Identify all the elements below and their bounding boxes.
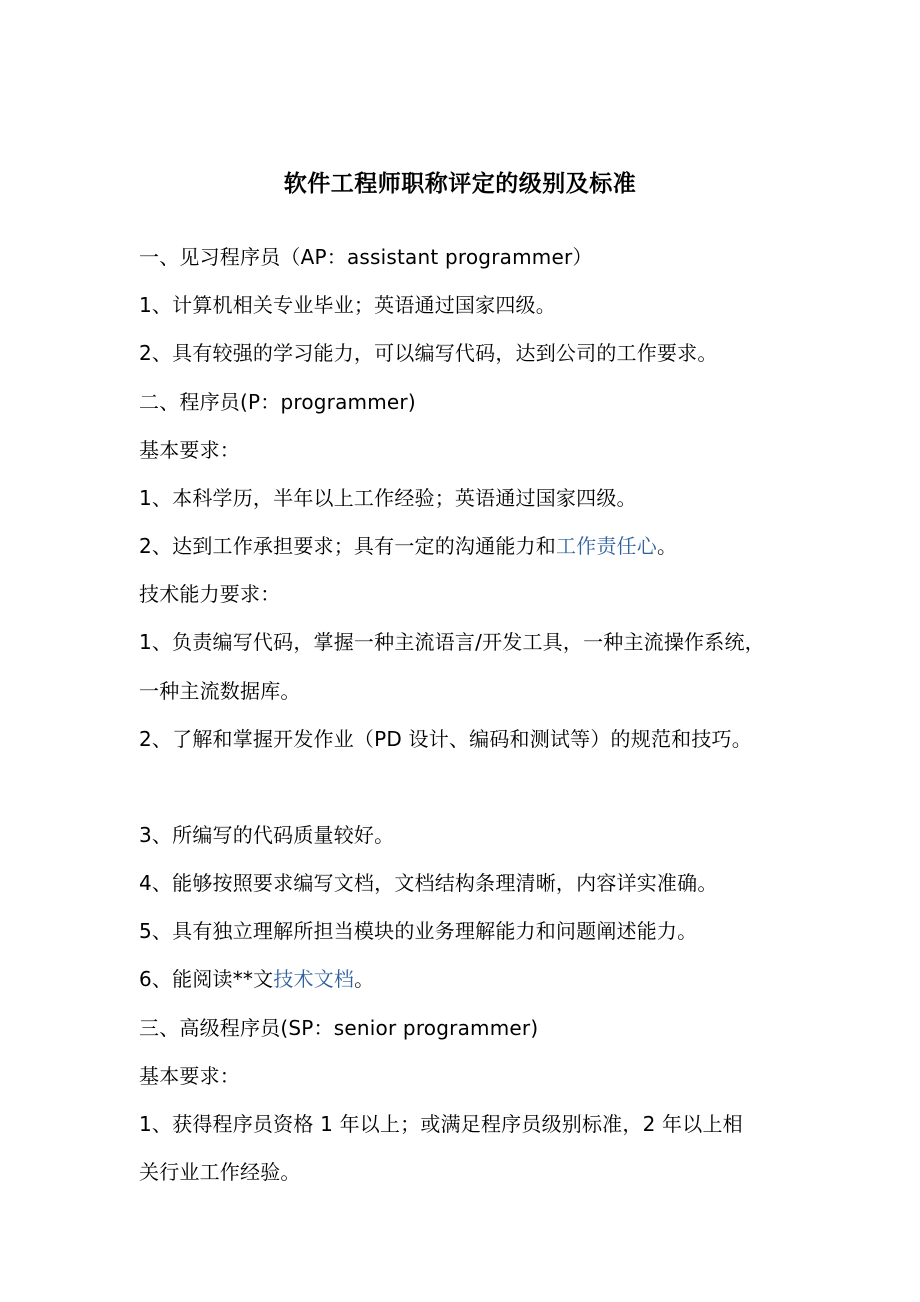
p-tech-item-1-line-1: 1、负责编写代码，掌握一种主流语言/开发工具，一种主流操作系统，	[139, 630, 765, 654]
work-responsibility-link[interactable]: 工作责任心	[555, 534, 657, 558]
p-basic-item-2-suffix: 。	[656, 534, 678, 558]
document-title: 软件工程师职称评定的级别及标准	[283, 171, 637, 197]
p-tech-item-6-prefix: 6、能阅读**文	[139, 967, 274, 991]
p-tech-label: 技术能力要求：	[139, 582, 281, 606]
p-tech-item-1-line-2: 一种主流数据库。	[139, 679, 301, 703]
p-tech-item-5: 5、具有独立理解所担当模块的业务理解能力和问题阐述能力。	[139, 919, 698, 943]
p-tech-item-6	[139, 964, 799, 994]
sp-item-1-line-2: 关行业工作经验。	[139, 1160, 301, 1184]
p-basic-label: 基本要求：	[139, 438, 240, 462]
p-tech-item-4: 4、能够按照要求编写文档，文档结构条理清晰，内容详实准确。	[139, 871, 718, 895]
p-basic-item-2	[139, 531, 799, 561]
ap-item-1: 1、计算机相关专业毕业；英语通过国家四级。	[139, 293, 556, 317]
sp-item-1-line-1: 1、获得程序员资格 1 年以上；或满足程序员级别标准，2 年以上相	[139, 1112, 743, 1136]
technical-document-link[interactable]: 技术文档	[273, 967, 355, 991]
section-heading-sp: 三、高级程序员(SP：senior programmer)	[139, 1016, 539, 1040]
section-heading-ap: 一、见习程序员（AP：assistant programmer）	[139, 245, 593, 269]
ap-item-2: 2、具有较强的学习能力，可以编写代码，达到公司的工作要求。	[139, 341, 718, 365]
p-tech-item-2: 2、了解和掌握开发作业（PD 设计、编码和测试等）的规范和技巧。	[139, 727, 752, 751]
section-heading-p: 二、程序员(P：programmer)	[139, 390, 416, 414]
p-tech-item-3: 3、所编写的代码质量较好。	[139, 823, 395, 847]
p-basic-item-1: 1、本科学历，半年以上工作经验；英语通过国家四级。	[139, 486, 637, 510]
p-basic-item-2-prefix: 2、达到工作承担要求；具有一定的沟通能力和	[139, 534, 556, 558]
sp-basic-label: 基本要求：	[139, 1064, 240, 1088]
p-tech-item-6-suffix: 。	[354, 967, 375, 991]
